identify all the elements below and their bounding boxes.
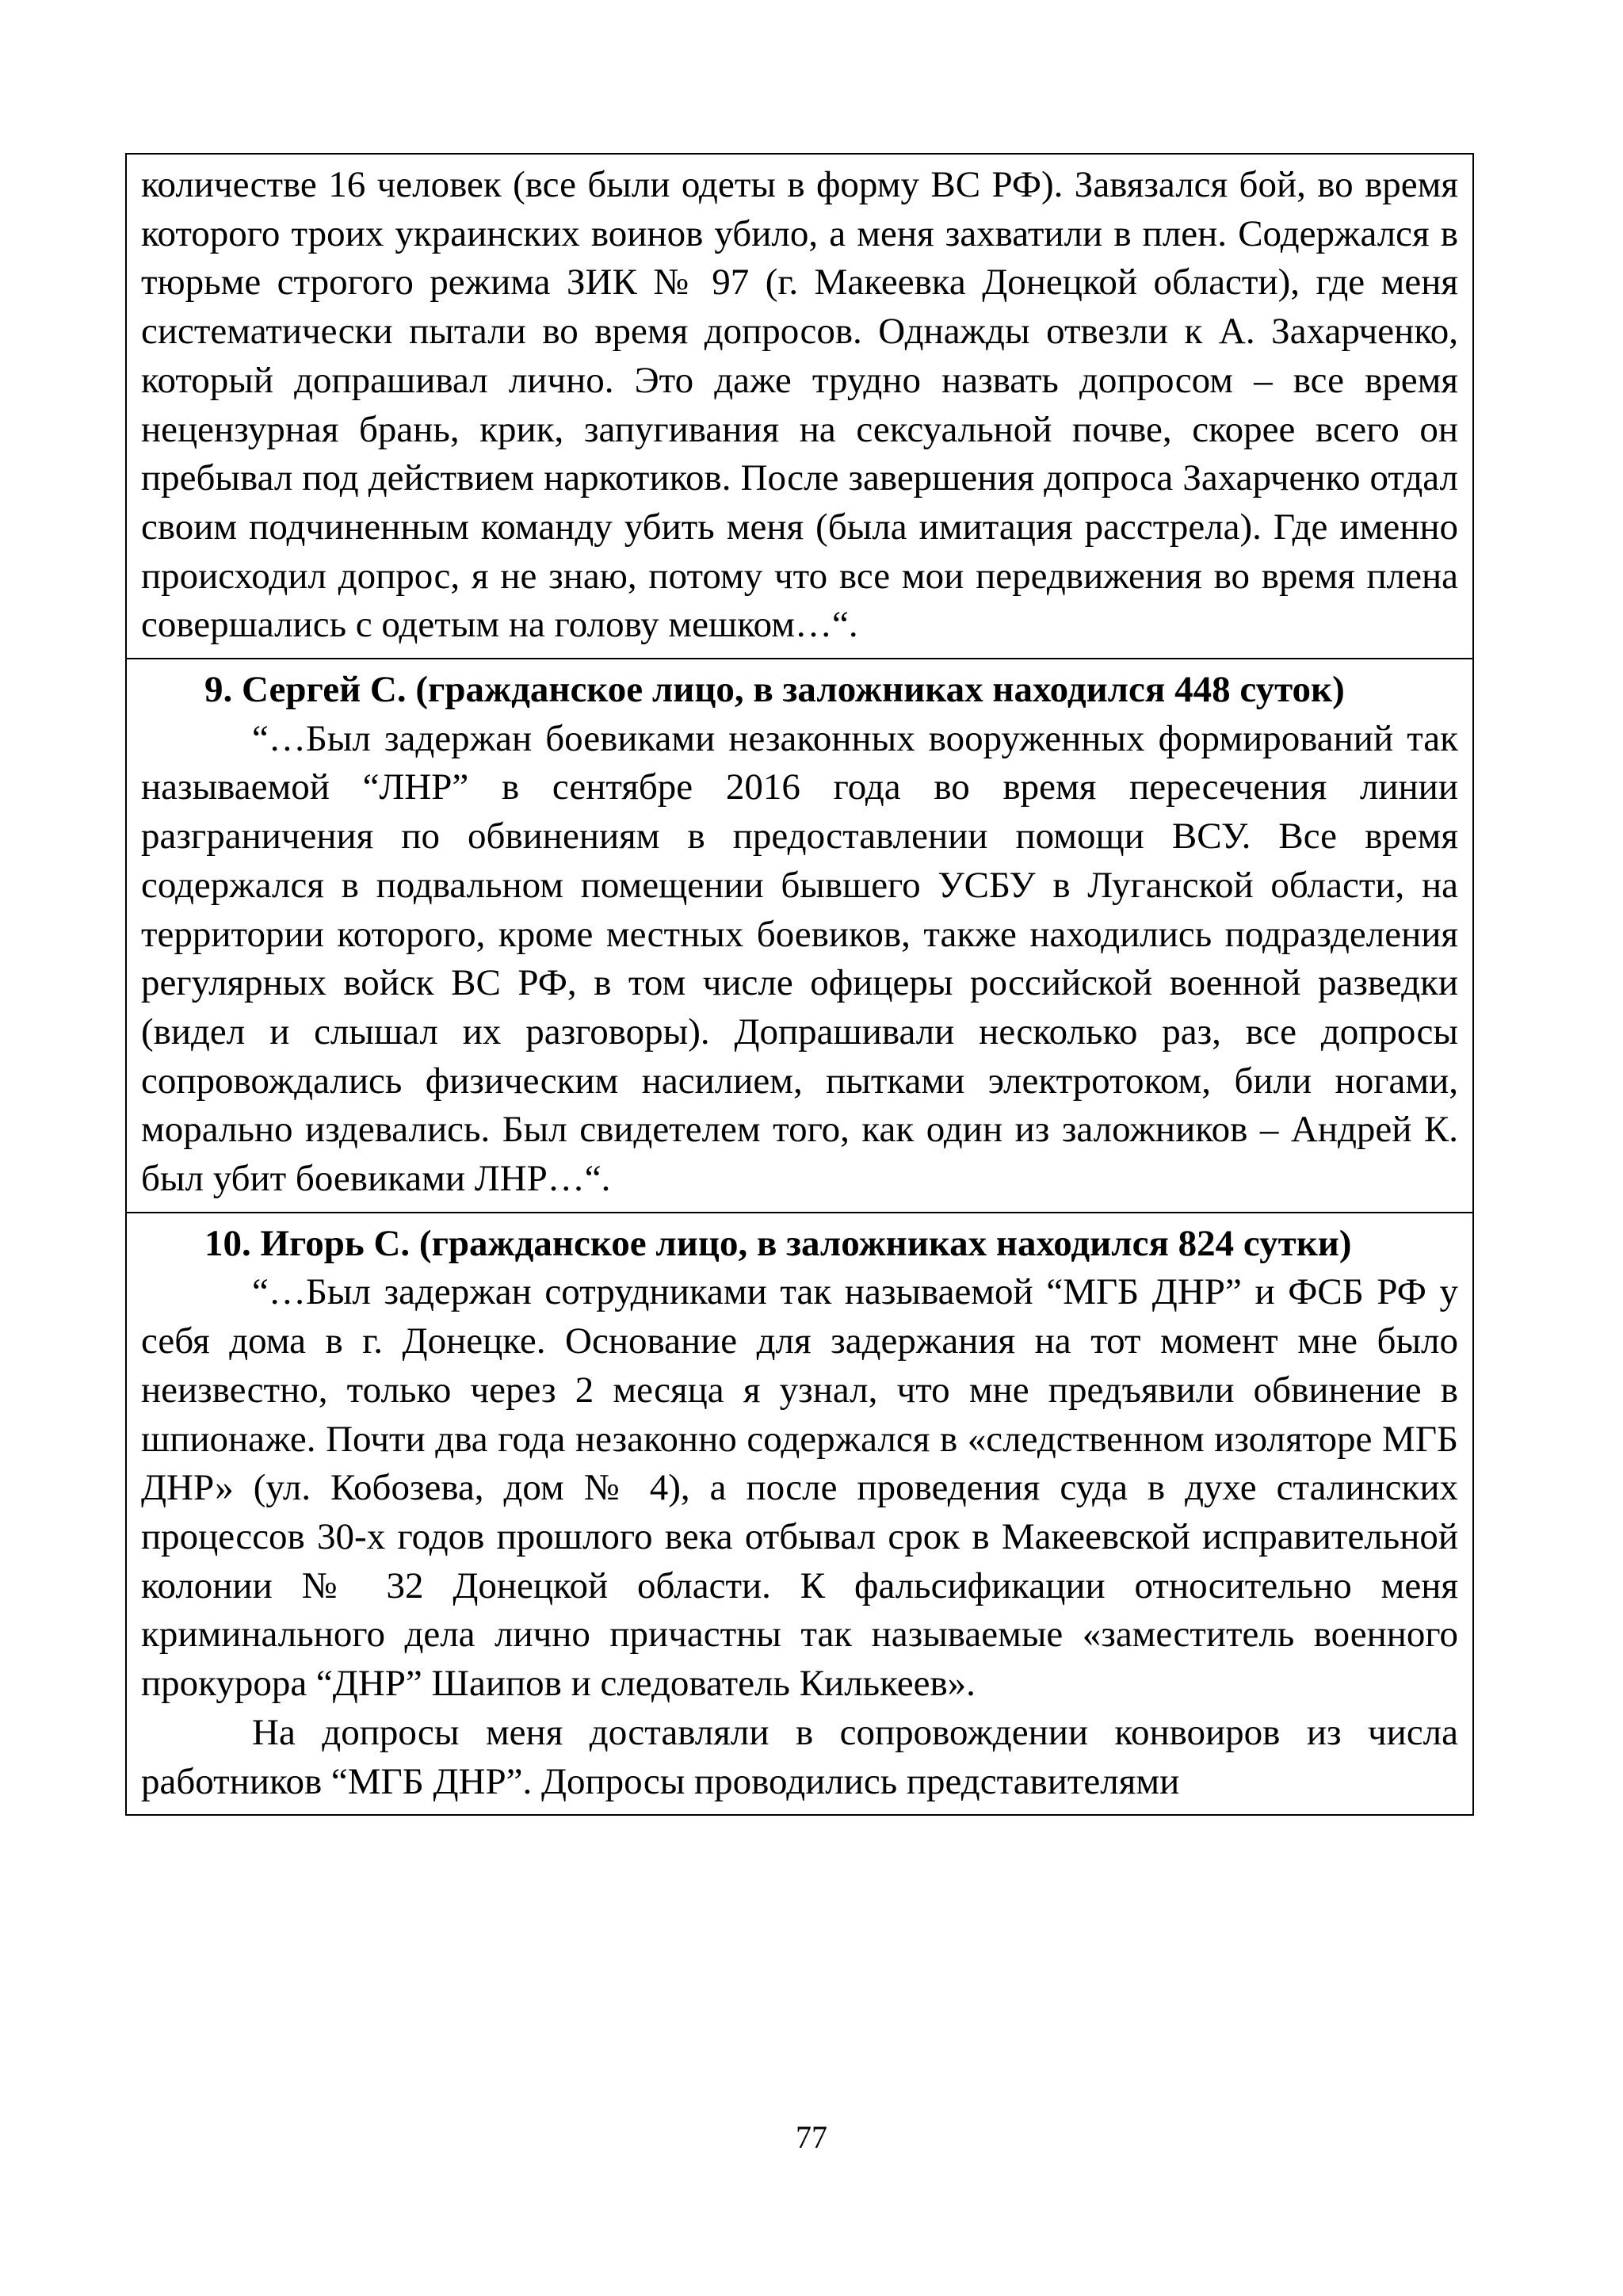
table-cell: [126, 154, 1473, 659]
testimony-heading: 10. Игорь С. (гражданское лицо, в заложниках находился 824 сутки): [204, 1222, 1352, 1264]
table-row: [126, 659, 1473, 1213]
page-number: 77: [796, 2119, 827, 2155]
table-cell: [126, 1213, 1473, 1815]
table-row: [126, 154, 1473, 659]
testimony-table: [125, 153, 1474, 1816]
testimony-paragraph: количестве 16 человек (все были одеты в форму ВС РФ). Завязался бой, во время которого троих украинских воинов убило, а меня захватили в плен. Содержался в тюрьме строгого режима ЗИК № 97 (г. Макеевка Донецкой области), где меня систематически пытали во время допросов. Однажды отвезли к А. Захарченко, который допрашивал лично. Это даже трудно назвать допросом – все время нецензурная брань, крик, запугивания на сексуальной почве, скорее всего он пребывал под действием наркотиков. После завершения допроса Захарченко отдал своим подчиненным команду убить меня (была имитация расстрела). Где именно происходил допрос, я не знаю, потому что все мои передвижения во время плена совершались с одетым на голову мешком…“.: [141, 164, 1458, 646]
testimony-paragraph: “…Был задержан боевиками незаконных вооруженных формирований так называемой “ЛНР” в сентябре 2016 года во время пересечения линии разграничения по обвинениям в предоставлении помощи ВСУ. Все время содержался в подвальном помещении бывшего УСБУ в Луганской области, на территории которого, кроме местных боевиков, также находились подразделения регулярных войск ВС РФ, в том числе офицеры российской военной разведки (видел и слышал их разговоры). Допрашивали несколько раз, все допросы сопровождались физическим насилием, пытками электротоком, били ногами, морально издевались. Был свидетелем того, как один из заложников – Андрей К. был убит боевиками ЛНР…“.: [141, 717, 1458, 1200]
testimony-paragraph: На допросы меня доставляли в сопровождении конвоиров из числа работников “МГБ ДНР”. Допросы проводились представителями: [141, 1711, 1458, 1802]
testimony-heading: 9. Сергей С. (гражданское лицо, в заложниках находился 448 суток): [204, 669, 1345, 711]
testimony-paragraph: “…Был задержан сотрудниками так называемой “МГБ ДНР” и ФСБ РФ у себя дома в г. Донецке. Основание для задержания на тот момент мне было неизвестно, только через 2 месяца я узнал, что мне предъявили обвинение в шпионаже. Почти два года незаконно содержался в «следственном изоляторе МГБ ДНР» (ул. Кобозева, дом № 4), а после проведения суда в духе сталинских процессов 30-х годов прошлого века отбывал срок в Макеевской исправительной колонии № 32 Донецкой области. К фальсификации относительно меня криминального дела лично причастны так называемые «заместитель военного прокурора “ДНР” Шаипов и следователь Килькеев».: [141, 1271, 1458, 1705]
table-row: [126, 1213, 1473, 1815]
table-cell: [126, 659, 1473, 1213]
